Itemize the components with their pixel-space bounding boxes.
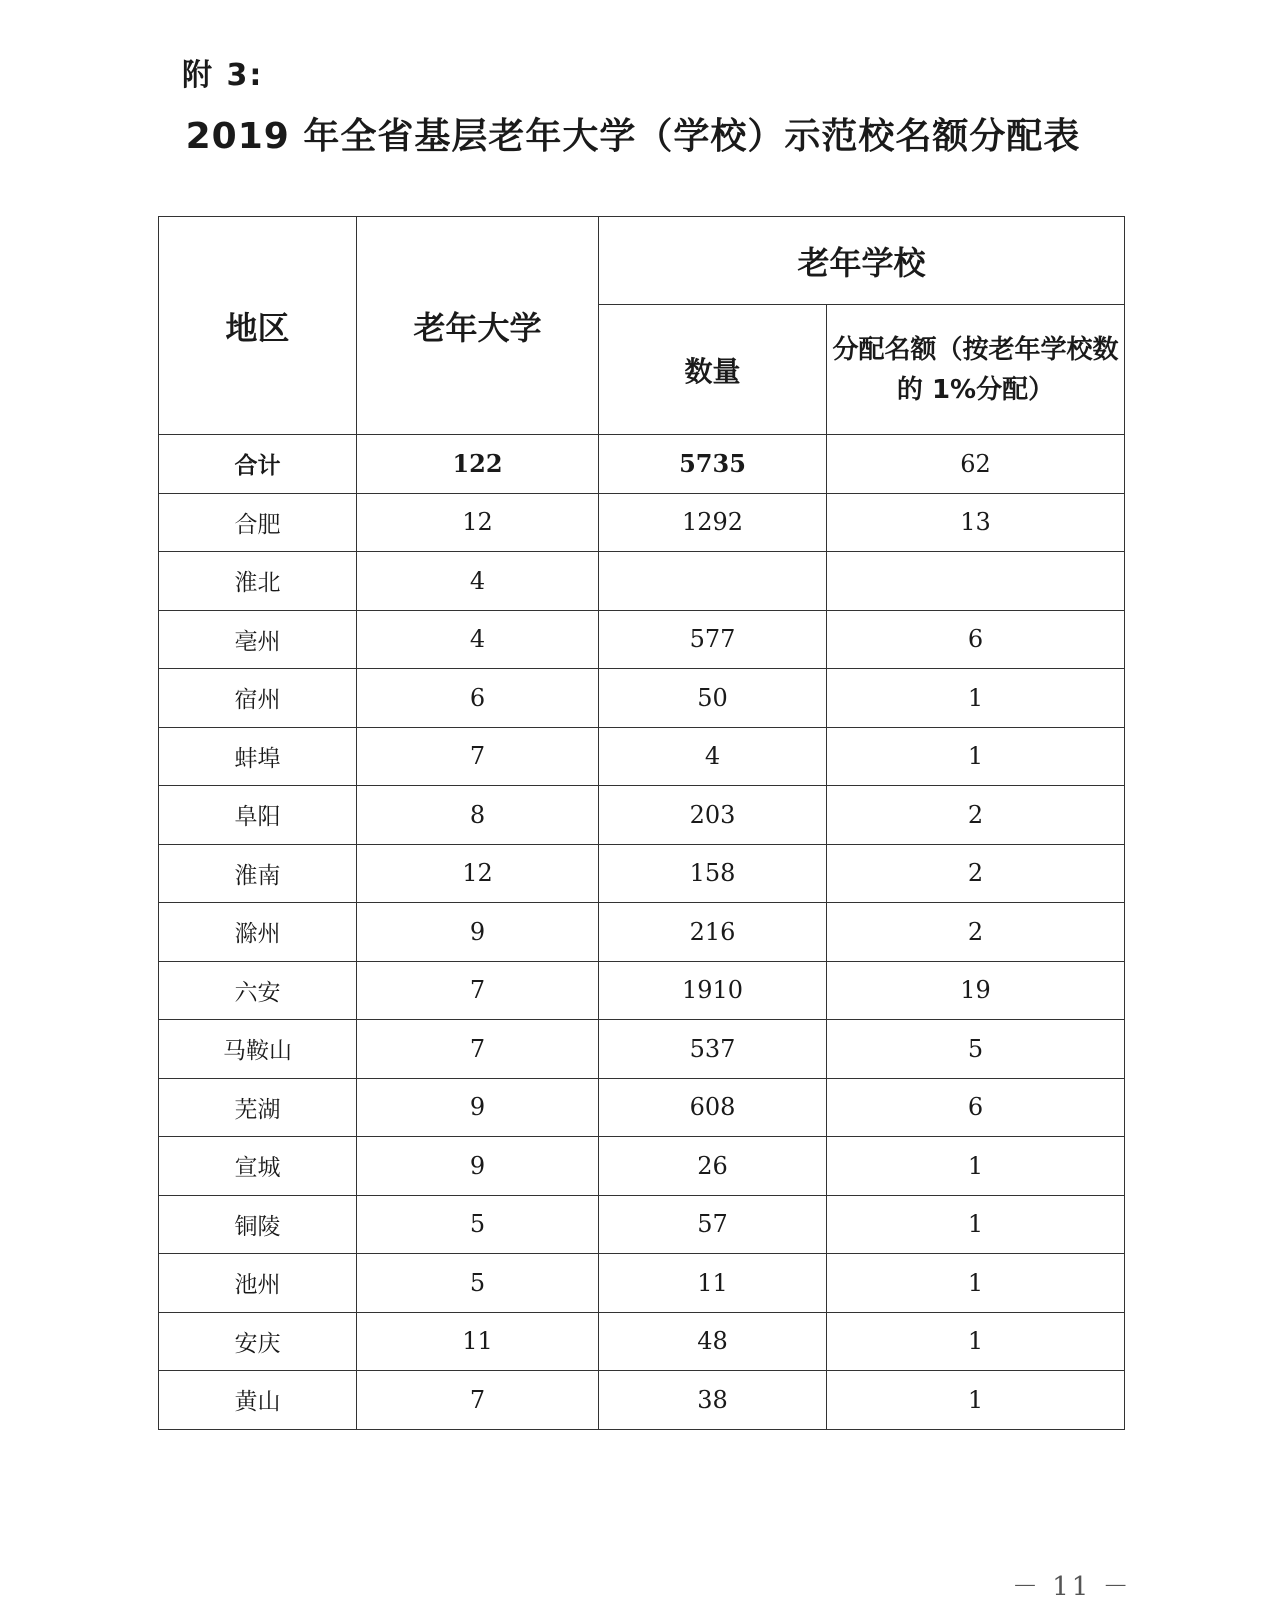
quota-cell: 1	[827, 727, 1125, 786]
region-cell: 铜陵	[159, 1195, 357, 1254]
university-count-cell: 9	[357, 1078, 599, 1137]
region-cell: 淮南	[159, 844, 357, 903]
table-row	[159, 669, 1125, 728]
university-count-cell: 4	[357, 610, 599, 669]
school-count-cell: 48	[599, 1312, 827, 1371]
table-row	[159, 552, 1125, 611]
table-row	[159, 903, 1125, 962]
header-school-count: 数量	[599, 305, 827, 435]
region-cell: 安庆	[159, 1312, 357, 1371]
header-university: 老年大学	[357, 217, 599, 435]
region-cell: 宿州	[159, 669, 357, 728]
university-count-cell: 11	[357, 1312, 599, 1371]
region-cell: 亳州	[159, 610, 357, 669]
region-cell: 淮北	[159, 552, 357, 611]
quota-cell: 2	[827, 786, 1125, 845]
region-cell: 六安	[159, 961, 357, 1020]
quota-cell: 6	[827, 1078, 1125, 1137]
school-count-cell: 216	[599, 903, 827, 962]
quota-cell: 1	[827, 1195, 1125, 1254]
university-count-cell: 5	[357, 1254, 599, 1313]
table-row	[159, 610, 1125, 669]
university-count-cell: 6	[357, 669, 599, 728]
table-row	[159, 844, 1125, 903]
table-row	[159, 727, 1125, 786]
total-row	[159, 435, 1125, 494]
region-cell: 黄山	[159, 1371, 357, 1430]
school-count-cell: 11	[599, 1254, 827, 1313]
university-count-cell: 8	[357, 786, 599, 845]
table-row	[159, 961, 1125, 1020]
quota-cell: 1	[827, 1254, 1125, 1313]
quota-cell	[827, 552, 1125, 611]
table-body	[159, 435, 1125, 1430]
quota-cell: 1	[827, 1371, 1125, 1430]
school-count-cell: 26	[599, 1137, 827, 1196]
region-cell: 蚌埠	[159, 727, 357, 786]
quota-allocation-table	[158, 216, 1125, 1430]
school-count-cell: 203	[599, 786, 827, 845]
region-cell: 芜湖	[159, 1078, 357, 1137]
header-quota: 分配名额（按老年学校数的 1%分配）	[827, 305, 1125, 435]
total-university-cell: 122	[357, 435, 599, 494]
table-row	[159, 493, 1125, 552]
region-cell: 滁州	[159, 903, 357, 962]
quota-cell: 6	[827, 610, 1125, 669]
table-row	[159, 786, 1125, 845]
quota-cell: 1	[827, 1137, 1125, 1196]
university-count-cell: 7	[357, 961, 599, 1020]
university-count-cell: 12	[357, 493, 599, 552]
university-count-cell: 7	[357, 1020, 599, 1079]
school-count-cell: 1910	[599, 961, 827, 1020]
region-cell: 池州	[159, 1254, 357, 1313]
quota-cell: 5	[827, 1020, 1125, 1079]
school-count-cell: 57	[599, 1195, 827, 1254]
school-count-cell: 608	[599, 1078, 827, 1137]
school-count-cell: 537	[599, 1020, 827, 1079]
school-count-cell: 38	[599, 1371, 827, 1430]
quota-cell: 13	[827, 493, 1125, 552]
school-count-cell	[599, 552, 827, 611]
table-row	[159, 1137, 1125, 1196]
table-row	[159, 1254, 1125, 1313]
region-cell: 马鞍山	[159, 1020, 357, 1079]
school-count-cell: 50	[599, 669, 827, 728]
header-region: 地区	[159, 217, 357, 435]
university-count-cell: 5	[357, 1195, 599, 1254]
total-region-cell: 合计	[159, 435, 357, 494]
quota-cell: 19	[827, 961, 1125, 1020]
page-number: － 11 －	[1012, 1572, 1132, 1602]
school-count-cell: 4	[599, 727, 827, 786]
quota-cell: 1	[827, 1312, 1125, 1371]
quota-cell: 2	[827, 844, 1125, 903]
university-count-cell: 12	[357, 844, 599, 903]
table-row	[159, 1195, 1125, 1254]
school-count-cell: 1292	[599, 493, 827, 552]
total-quota-cell: 62	[827, 435, 1125, 494]
region-cell: 合肥	[159, 493, 357, 552]
university-count-cell: 4	[357, 552, 599, 611]
quota-cell: 1	[827, 669, 1125, 728]
table-row	[159, 1078, 1125, 1137]
quota-cell: 2	[827, 903, 1125, 962]
table-row	[159, 1020, 1125, 1079]
region-cell: 宣城	[159, 1137, 357, 1196]
total-school-count-cell: 5735	[599, 435, 827, 494]
header-school-group: 老年学校	[599, 217, 1125, 305]
university-count-cell: 7	[357, 1371, 599, 1430]
university-count-cell: 9	[357, 1137, 599, 1196]
table-row	[159, 1371, 1125, 1430]
document-title: 2019 年全省基层老年大学（学校）示范校名额分配表	[185, 116, 1081, 157]
table-row	[159, 1312, 1125, 1371]
university-count-cell: 9	[357, 903, 599, 962]
school-count-cell: 158	[599, 844, 827, 903]
school-count-cell: 577	[599, 610, 827, 669]
attachment-label: 附 3:	[182, 58, 264, 93]
header-row-top	[159, 217, 1125, 305]
region-cell: 阜阳	[159, 786, 357, 845]
university-count-cell: 7	[357, 727, 599, 786]
